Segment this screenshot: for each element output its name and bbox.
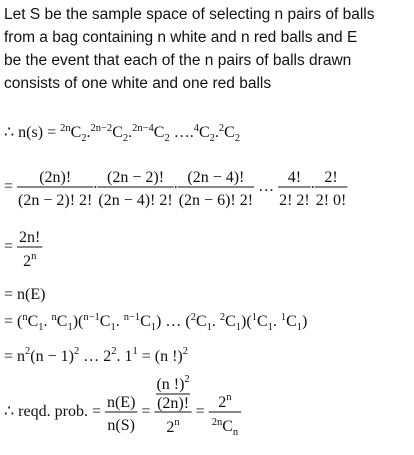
equals-sign: = xyxy=(4,178,18,195)
combination-symbol: C xyxy=(286,313,297,330)
subscript: 1 xyxy=(110,322,116,333)
superscript: 2n−2 xyxy=(90,123,113,134)
fraction-numerator: (2n − 4)! xyxy=(187,169,245,186)
subscript: 1 xyxy=(206,322,212,333)
fraction-denominator: (2n − 6)! 2! xyxy=(178,192,254,209)
combination-symbol: C xyxy=(198,124,210,141)
equals-sign: = xyxy=(4,313,18,330)
superscript: n xyxy=(51,312,57,323)
subscript: 1 xyxy=(38,322,44,333)
combination-symbol: C xyxy=(99,313,111,330)
subscript: 2 xyxy=(164,133,170,144)
subscript: 1 xyxy=(296,322,303,333)
superscript: 1 xyxy=(132,346,138,357)
fraction-denominator: 2! 0! xyxy=(315,192,347,209)
nested-denominator: (2n)! xyxy=(157,395,190,412)
subscript: 1 xyxy=(267,322,273,333)
combination-symbol: C xyxy=(195,313,207,330)
superscript: 2 xyxy=(73,346,80,357)
paren: ) xyxy=(302,313,308,330)
math-text: … 2 xyxy=(79,348,112,365)
superscript: 2 xyxy=(190,312,196,323)
equals-sign: = xyxy=(191,403,209,420)
math-text: = (n !) xyxy=(137,348,183,365)
superscript: n xyxy=(226,392,232,403)
fraction-denominator: 2! 2! xyxy=(279,192,310,209)
superscript: n xyxy=(31,251,37,262)
paren: ) xyxy=(156,313,162,330)
subscript: 2 xyxy=(81,133,87,144)
fraction-numerator: n(E) xyxy=(106,394,136,411)
fraction-denominator: 2 xyxy=(23,253,32,270)
combination-symbol: C xyxy=(27,313,39,330)
product-dot: . xyxy=(272,313,281,330)
superscript: n−1 xyxy=(83,312,100,323)
paren: ) xyxy=(241,313,247,330)
superscript: 2 xyxy=(25,346,31,357)
intro-line: consists of one white and one red balls xyxy=(4,75,272,92)
math-text: = n xyxy=(4,348,26,365)
fraction-numerator: 2n! xyxy=(19,229,41,246)
fraction-numerator: (2n)! xyxy=(39,169,72,186)
fraction-denominator: (2n − 2)! 2! xyxy=(18,192,93,209)
superscript: 4 xyxy=(193,123,199,134)
superscript: 2 xyxy=(218,123,225,134)
paren: ( xyxy=(17,313,23,330)
subscript: n xyxy=(232,427,239,438)
term-separator: …. xyxy=(169,124,194,141)
combination-symbol: C xyxy=(112,124,123,141)
superscript: 2 xyxy=(184,374,190,385)
paren: ( xyxy=(78,313,84,330)
superscript: n xyxy=(174,417,180,428)
combination-symbol: C xyxy=(256,313,268,330)
superscript: 1 xyxy=(280,312,287,323)
nested-numerator: (n !) xyxy=(156,376,185,393)
product-dot: . xyxy=(211,313,220,330)
ellipsis: … xyxy=(254,178,279,195)
superscript: n xyxy=(22,312,28,323)
superscript: 2 xyxy=(182,346,188,357)
term-separator: . xyxy=(214,124,219,141)
product-dot: . xyxy=(310,175,315,192)
subscript: 1 xyxy=(150,322,157,333)
fraction-numerator: (2n − 2)! xyxy=(107,169,165,186)
intro-line: from a bag containing n white and n red balls and E xyxy=(4,29,358,46)
subscript: 2 xyxy=(209,133,215,144)
subscript: 2 xyxy=(122,133,129,144)
math-text: . 1 xyxy=(116,348,133,365)
product-dot: . xyxy=(93,175,98,192)
product-dot: . xyxy=(173,175,178,192)
fraction-numerator: 2 xyxy=(218,394,227,411)
superscript: 2n−4 xyxy=(132,123,154,134)
math-text: (n − 1) xyxy=(30,348,74,365)
fraction-numerator: 4! xyxy=(287,169,302,186)
superscript: 1 xyxy=(251,312,257,323)
term-separator: . xyxy=(128,124,133,141)
combination-symbol: C xyxy=(225,313,236,330)
superscript: 2 xyxy=(111,346,117,357)
combination-symbol: C xyxy=(56,313,68,330)
combination-symbol: C xyxy=(222,418,233,435)
paren: ( xyxy=(246,313,252,330)
paren: ) xyxy=(72,313,79,330)
ns-label: ∴ n(s) = xyxy=(4,124,61,141)
probability-label: ∴ reqd. prob. = xyxy=(4,403,105,420)
combination-symbol: C xyxy=(224,124,235,141)
product-dot: . xyxy=(43,313,52,330)
subscript: 1 xyxy=(67,322,73,333)
subscript: 2 xyxy=(234,133,241,144)
intro-line: be the event that each of the n pairs of balls drawn xyxy=(4,52,352,69)
superscript: n−1 xyxy=(123,312,141,323)
superscript: 2 xyxy=(219,312,226,323)
equals-sign: = xyxy=(4,238,18,255)
fraction-numerator: 2! xyxy=(324,169,338,186)
ne-line: = n(E) xyxy=(4,286,46,303)
equals-sign: = xyxy=(137,403,155,420)
fraction-denominator: n(S) xyxy=(107,417,135,434)
combination-symbol: C xyxy=(70,124,82,141)
product-dot: . xyxy=(115,313,124,330)
combination-symbol: C xyxy=(140,313,151,330)
subscript: 1 xyxy=(235,322,242,333)
combination-symbol: C xyxy=(153,124,165,141)
superscript: 2n xyxy=(211,417,223,428)
term-separator: . xyxy=(86,124,91,141)
intro-line: Let S be the sample space of selecting n pairs of balls xyxy=(4,6,375,23)
fraction-denominator: 2 xyxy=(166,419,175,436)
superscript: 2n xyxy=(60,123,71,134)
fraction-denominator: (2n − 4)! 2! xyxy=(98,192,173,209)
ellipsis: … xyxy=(161,313,186,330)
paren: ( xyxy=(185,313,191,330)
